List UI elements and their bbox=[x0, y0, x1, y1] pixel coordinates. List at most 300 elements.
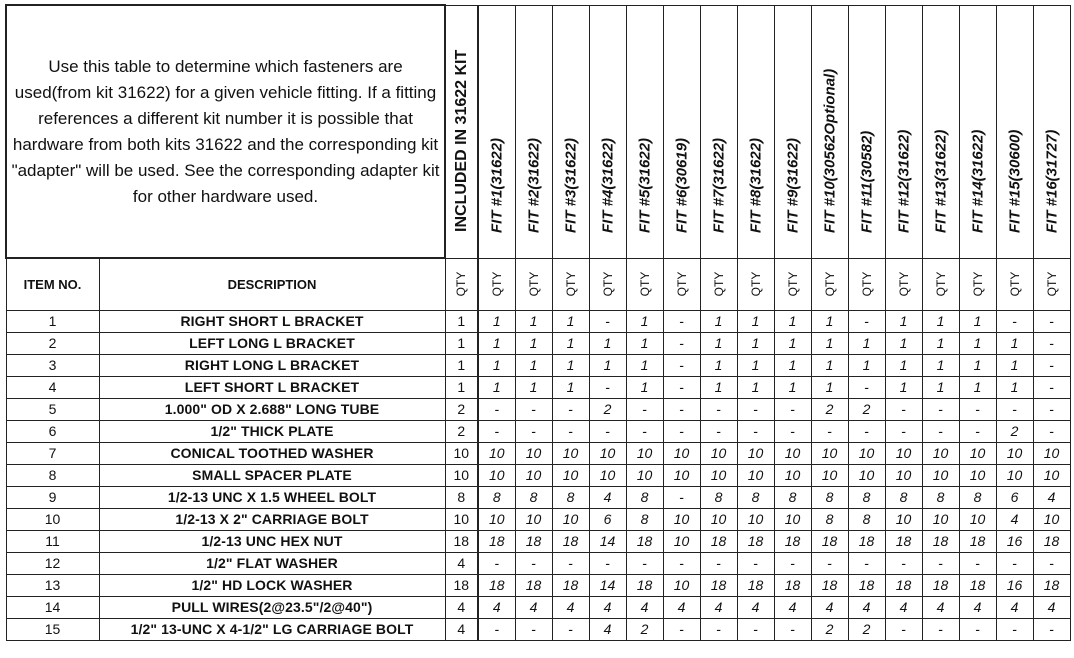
description-cell: 1/2" FLAT WASHER bbox=[99, 552, 445, 574]
fit-qty-cell: 1 bbox=[478, 332, 515, 354]
fit-qty-cell: - bbox=[626, 552, 663, 574]
fit-qty-cell: 10 bbox=[996, 464, 1033, 486]
table-row bbox=[6, 376, 1070, 398]
fit-qty-cell: 1 bbox=[959, 332, 996, 354]
item-number-cell: 13 bbox=[6, 574, 99, 596]
fit-qty-header bbox=[885, 258, 922, 310]
item-number-cell: 1 bbox=[6, 310, 99, 332]
fit-qty-cell: 14 bbox=[589, 574, 626, 596]
fit-qty-cell: - bbox=[1033, 332, 1070, 354]
fit-qty-cell: - bbox=[922, 398, 959, 420]
description-cell: LEFT SHORT L BRACKET bbox=[99, 376, 445, 398]
fit-qty-cell: - bbox=[552, 420, 589, 442]
table-row bbox=[6, 530, 1070, 552]
fit-header-text: FIT #10(30562Optional) bbox=[821, 68, 839, 233]
fit-qty-cell: - bbox=[774, 420, 811, 442]
item-number-cell: 14 bbox=[6, 596, 99, 618]
fit-header-text: FIT #12(31622) bbox=[895, 129, 913, 233]
fit-column-header bbox=[996, 5, 1033, 258]
fit-qty-cell: 18 bbox=[1033, 530, 1070, 552]
fit-qty-cell: 10 bbox=[700, 442, 737, 464]
fit-qty-cell: - bbox=[589, 376, 626, 398]
fit-qty-cell: 18 bbox=[515, 530, 552, 552]
fit-qty-cell: 4 bbox=[589, 596, 626, 618]
fit-qty-cell: 4 bbox=[552, 596, 589, 618]
item-number-cell: 8 bbox=[6, 464, 99, 486]
fit-qty-cell: 10 bbox=[515, 442, 552, 464]
fit-qty-cell: 18 bbox=[922, 574, 959, 596]
fit-qty-cell: - bbox=[700, 618, 737, 640]
table-row bbox=[6, 508, 1070, 530]
fit-qty-cell: 1 bbox=[848, 354, 885, 376]
fit-qty-cell: 1 bbox=[922, 310, 959, 332]
table-row bbox=[6, 310, 1070, 332]
fit-qty-cell: 1 bbox=[774, 310, 811, 332]
fit-qty-cell: 18 bbox=[811, 530, 848, 552]
fit-qty-cell: 1 bbox=[700, 332, 737, 354]
fit-qty-cell: 18 bbox=[811, 574, 848, 596]
fit-qty-cell: - bbox=[885, 552, 922, 574]
fit-column-header bbox=[552, 5, 589, 258]
fit-qty-cell: 10 bbox=[737, 442, 774, 464]
fit-qty-cell: - bbox=[811, 552, 848, 574]
fit-qty-cell: 1 bbox=[700, 354, 737, 376]
fit-header-text: FIT #13(31622) bbox=[932, 129, 950, 233]
fit-qty-cell: 1 bbox=[885, 376, 922, 398]
fit-qty-cell: 4 bbox=[848, 596, 885, 618]
fit-qty-header bbox=[996, 258, 1033, 310]
description-cell: 1/2-13 X 2" CARRIAGE BOLT bbox=[99, 508, 445, 530]
qty-label: QTY bbox=[526, 271, 541, 297]
table-row bbox=[6, 552, 1070, 574]
fit-qty-cell: - bbox=[589, 310, 626, 332]
fit-qty-cell: 1 bbox=[589, 332, 626, 354]
fit-qty-cell: - bbox=[737, 552, 774, 574]
fit-qty-cell: - bbox=[589, 420, 626, 442]
fit-column-header bbox=[626, 5, 663, 258]
fit-qty-cell: - bbox=[885, 398, 922, 420]
fit-qty-cell: 10 bbox=[922, 464, 959, 486]
fit-qty-cell: - bbox=[700, 420, 737, 442]
kit-qty-cell: 2 bbox=[445, 398, 478, 420]
fit-qty-cell: - bbox=[515, 552, 552, 574]
qty-label: QTY bbox=[1007, 271, 1022, 297]
fit-qty-cell: 8 bbox=[811, 486, 848, 508]
fit-qty-cell: - bbox=[737, 420, 774, 442]
fit-qty-cell: - bbox=[478, 552, 515, 574]
fit-qty-cell: - bbox=[700, 398, 737, 420]
table-body bbox=[6, 310, 1070, 640]
fit-qty-cell: 4 bbox=[478, 596, 515, 618]
fit-qty-header bbox=[626, 258, 663, 310]
fit-qty-cell: 2 bbox=[589, 398, 626, 420]
fit-qty-cell: 10 bbox=[959, 464, 996, 486]
fit-qty-cell: - bbox=[996, 398, 1033, 420]
fit-qty-cell: 8 bbox=[626, 508, 663, 530]
fit-column-header bbox=[774, 5, 811, 258]
fit-header-text: FIT #9(31622) bbox=[784, 137, 802, 233]
fit-qty-cell: - bbox=[515, 420, 552, 442]
fit-qty-cell: 1 bbox=[478, 310, 515, 332]
fit-qty-cell: 18 bbox=[626, 530, 663, 552]
fit-qty-cell: 18 bbox=[478, 530, 515, 552]
fit-qty-cell: 1 bbox=[552, 332, 589, 354]
kit-qty-cell: 1 bbox=[445, 310, 478, 332]
fit-qty-cell: 10 bbox=[589, 464, 626, 486]
fit-qty-cell: 18 bbox=[737, 530, 774, 552]
fit-qty-cell: 4 bbox=[626, 596, 663, 618]
fit-qty-cell: - bbox=[663, 618, 700, 640]
fit-qty-cell: 1 bbox=[885, 354, 922, 376]
fit-qty-cell: 10 bbox=[848, 464, 885, 486]
fit-qty-cell: 10 bbox=[1033, 442, 1070, 464]
kit-qty-cell: 2 bbox=[445, 420, 478, 442]
fit-qty-cell: 1 bbox=[552, 310, 589, 332]
fit-qty-cell: 10 bbox=[885, 442, 922, 464]
item-no-header: ITEM NO. bbox=[6, 258, 99, 310]
fit-qty-cell: 1 bbox=[774, 354, 811, 376]
fit-qty-header bbox=[737, 258, 774, 310]
kit-qty-cell: 10 bbox=[445, 442, 478, 464]
fit-column-header bbox=[959, 5, 996, 258]
fit-qty-cell: 10 bbox=[959, 508, 996, 530]
fit-qty-cell: 4 bbox=[515, 596, 552, 618]
item-number-cell: 10 bbox=[6, 508, 99, 530]
fit-qty-cell: - bbox=[959, 398, 996, 420]
fit-qty-cell: 10 bbox=[737, 464, 774, 486]
description-cell: RIGHT SHORT L BRACKET bbox=[99, 310, 445, 332]
fit-qty-cell: 1 bbox=[774, 376, 811, 398]
fit-column-header bbox=[700, 5, 737, 258]
table-row bbox=[6, 574, 1070, 596]
item-number-cell: 2 bbox=[6, 332, 99, 354]
fit-qty-cell: - bbox=[848, 310, 885, 332]
fit-qty-header bbox=[515, 258, 552, 310]
fit-qty-cell: - bbox=[700, 552, 737, 574]
fit-qty-cell: 2 bbox=[848, 618, 885, 640]
description-cell: PULL WIRES(2@23.5"/2@40") bbox=[99, 596, 445, 618]
kit-qty-cell: 1 bbox=[445, 376, 478, 398]
qty-label: QTY bbox=[859, 271, 874, 297]
fit-qty-cell: 10 bbox=[885, 508, 922, 530]
fit-qty-cell: - bbox=[478, 398, 515, 420]
fit-qty-cell: 8 bbox=[811, 508, 848, 530]
fit-column-header bbox=[589, 5, 626, 258]
fit-qty-cell: 18 bbox=[774, 574, 811, 596]
fit-qty-cell: 10 bbox=[589, 442, 626, 464]
fit-qty-cell: - bbox=[626, 420, 663, 442]
fit-qty-cell: 8 bbox=[478, 486, 515, 508]
fit-qty-cell: 10 bbox=[774, 508, 811, 530]
fit-qty-cell: - bbox=[737, 618, 774, 640]
fit-qty-cell: 1 bbox=[515, 310, 552, 332]
fit-qty-cell: 1 bbox=[737, 310, 774, 332]
fit-qty-cell: - bbox=[959, 552, 996, 574]
kit-qty-cell: 4 bbox=[445, 552, 478, 574]
fit-qty-cell: 18 bbox=[552, 574, 589, 596]
fit-qty-cell: 10 bbox=[811, 464, 848, 486]
fit-qty-cell: 1 bbox=[996, 354, 1033, 376]
table-row bbox=[6, 354, 1070, 376]
fit-qty-cell: 4 bbox=[1033, 596, 1070, 618]
fit-qty-cell: 10 bbox=[552, 508, 589, 530]
fastener-table bbox=[5, 4, 1071, 641]
fit-qty-cell: - bbox=[478, 618, 515, 640]
fit-qty-cell: - bbox=[663, 398, 700, 420]
fit-qty-cell: 1 bbox=[811, 310, 848, 332]
kit-qty-cell: 1 bbox=[445, 332, 478, 354]
fit-header-text: FIT #7(31622) bbox=[710, 137, 728, 233]
fit-qty-cell: 1 bbox=[700, 310, 737, 332]
fit-qty-cell: 4 bbox=[774, 596, 811, 618]
fit-header-text: FIT #11(30582) bbox=[858, 130, 876, 233]
fit-qty-cell: 1 bbox=[515, 376, 552, 398]
fit-qty-cell: 1 bbox=[774, 332, 811, 354]
fit-qty-cell: 1 bbox=[996, 332, 1033, 354]
fit-qty-cell: - bbox=[663, 486, 700, 508]
fit-qty-cell: 18 bbox=[885, 530, 922, 552]
fit-qty-cell: 18 bbox=[700, 574, 737, 596]
fit-qty-cell: 6 bbox=[996, 486, 1033, 508]
fit-qty-cell: 1 bbox=[552, 376, 589, 398]
fit-qty-cell: 18 bbox=[848, 574, 885, 596]
fit-qty-cell: 10 bbox=[663, 442, 700, 464]
fit-qty-cell: 4 bbox=[589, 486, 626, 508]
item-number-cell: 9 bbox=[6, 486, 99, 508]
fit-qty-cell: - bbox=[589, 552, 626, 574]
fit-qty-cell: 10 bbox=[626, 442, 663, 464]
fit-qty-cell: 10 bbox=[515, 508, 552, 530]
fit-qty-cell: 1 bbox=[515, 332, 552, 354]
fit-qty-cell: - bbox=[552, 618, 589, 640]
fit-qty-cell: 14 bbox=[589, 530, 626, 552]
kit-qty-cell: 10 bbox=[445, 508, 478, 530]
fit-qty-cell: 10 bbox=[700, 508, 737, 530]
qty-label: QTY bbox=[600, 271, 615, 297]
fit-header-text: FIT #16(31727) bbox=[1043, 129, 1061, 233]
table-row bbox=[6, 420, 1070, 442]
fit-column-header bbox=[515, 5, 552, 258]
fit-qty-cell: 10 bbox=[478, 442, 515, 464]
fit-qty-cell: - bbox=[552, 398, 589, 420]
fit-qty-header bbox=[922, 258, 959, 310]
fit-qty-cell: 10 bbox=[1033, 464, 1070, 486]
table-row bbox=[6, 464, 1070, 486]
fit-qty-cell: - bbox=[922, 618, 959, 640]
fit-qty-header bbox=[959, 258, 996, 310]
fit-qty-cell: 2 bbox=[848, 398, 885, 420]
fit-qty-cell: 10 bbox=[626, 464, 663, 486]
fit-qty-cell: - bbox=[774, 552, 811, 574]
fit-qty-cell: 8 bbox=[774, 486, 811, 508]
fit-qty-cell: 1 bbox=[737, 376, 774, 398]
fit-qty-cell: 8 bbox=[922, 486, 959, 508]
fit-qty-cell: 10 bbox=[478, 508, 515, 530]
qty-label: QTY bbox=[748, 271, 763, 297]
fit-qty-cell: 1 bbox=[811, 332, 848, 354]
fit-qty-cell: 18 bbox=[774, 530, 811, 552]
fit-qty-cell: 8 bbox=[626, 486, 663, 508]
fit-qty-cell: 1 bbox=[626, 354, 663, 376]
fit-qty-cell: 1 bbox=[811, 376, 848, 398]
fit-qty-cell: 1 bbox=[885, 310, 922, 332]
fit-qty-cell: 10 bbox=[959, 442, 996, 464]
fit-qty-cell: 1 bbox=[552, 354, 589, 376]
fit-qty-cell: 4 bbox=[811, 596, 848, 618]
table-row bbox=[6, 398, 1070, 420]
description-cell: LEFT LONG L BRACKET bbox=[99, 332, 445, 354]
fit-column-header bbox=[478, 5, 515, 258]
fit-qty-cell: 4 bbox=[663, 596, 700, 618]
fit-qty-cell: 10 bbox=[922, 508, 959, 530]
fit-qty-cell: 4 bbox=[996, 508, 1033, 530]
fit-qty-cell: 1 bbox=[959, 376, 996, 398]
fit-qty-cell: 1 bbox=[478, 376, 515, 398]
fit-qty-cell: 18 bbox=[478, 574, 515, 596]
fit-qty-cell: - bbox=[478, 420, 515, 442]
kit-qty-cell: 18 bbox=[445, 574, 478, 596]
fit-qty-cell: 1 bbox=[737, 354, 774, 376]
kit-qty-cell: 1 bbox=[445, 354, 478, 376]
fit-qty-cell: 10 bbox=[663, 508, 700, 530]
fit-header-text: FIT #2(31622) bbox=[525, 137, 543, 233]
fit-qty-cell: 18 bbox=[515, 574, 552, 596]
fit-column-header bbox=[811, 5, 848, 258]
kit-header-text: INCLUDED IN 31622 KIT bbox=[452, 49, 470, 232]
fit-qty-cell: 18 bbox=[626, 574, 663, 596]
kit-qty-cell: 10 bbox=[445, 464, 478, 486]
fit-qty-cell: 8 bbox=[959, 486, 996, 508]
item-number-cell: 6 bbox=[6, 420, 99, 442]
description-cell: SMALL SPACER PLATE bbox=[99, 464, 445, 486]
fit-qty-cell: - bbox=[737, 398, 774, 420]
fit-qty-cell: 8 bbox=[848, 486, 885, 508]
fit-qty-cell: 4 bbox=[737, 596, 774, 618]
fit-qty-cell: 1 bbox=[922, 376, 959, 398]
fit-qty-header bbox=[811, 258, 848, 310]
fit-qty-cell: - bbox=[1033, 310, 1070, 332]
fit-qty-cell: 1 bbox=[626, 332, 663, 354]
fit-qty-cell: - bbox=[1033, 552, 1070, 574]
fit-qty-cell: 2 bbox=[996, 420, 1033, 442]
item-number-cell: 4 bbox=[6, 376, 99, 398]
fit-qty-cell: 10 bbox=[737, 508, 774, 530]
fit-qty-cell: 10 bbox=[700, 464, 737, 486]
item-number-cell: 5 bbox=[6, 398, 99, 420]
fit-header-text: FIT #15(30600) bbox=[1006, 129, 1024, 233]
fit-qty-cell: 1 bbox=[478, 354, 515, 376]
description-cell: RIGHT LONG L BRACKET bbox=[99, 354, 445, 376]
fit-qty-cell: 10 bbox=[1033, 508, 1070, 530]
fit-qty-cell: 10 bbox=[922, 442, 959, 464]
fit-qty-cell: - bbox=[515, 398, 552, 420]
fit-qty-cell: - bbox=[663, 354, 700, 376]
qty-label: QTY bbox=[970, 271, 985, 297]
fit-qty-cell: - bbox=[848, 420, 885, 442]
fit-qty-cell: - bbox=[774, 398, 811, 420]
qty-label: QTY bbox=[563, 271, 578, 297]
fit-qty-header bbox=[1033, 258, 1070, 310]
fit-qty-cell: 2 bbox=[811, 398, 848, 420]
fit-qty-cell: - bbox=[774, 618, 811, 640]
description-cell: 1/2-13 UNC X 1.5 WHEEL BOLT bbox=[99, 486, 445, 508]
fit-qty-cell: 4 bbox=[1033, 486, 1070, 508]
description-cell: CONICAL TOOTHED WASHER bbox=[99, 442, 445, 464]
fit-qty-cell: 10 bbox=[552, 442, 589, 464]
fit-qty-cell: 16 bbox=[996, 530, 1033, 552]
fit-header-text: FIT #5(31622) bbox=[636, 137, 654, 233]
fit-qty-cell: 10 bbox=[663, 574, 700, 596]
fit-qty-cell: - bbox=[1033, 376, 1070, 398]
fit-qty-cell: 2 bbox=[626, 618, 663, 640]
fit-qty-cell: 1 bbox=[922, 354, 959, 376]
fit-qty-cell: 4 bbox=[996, 596, 1033, 618]
header-row-titles bbox=[6, 5, 1070, 258]
fit-qty-cell: 10 bbox=[848, 442, 885, 464]
qty-label: QTY bbox=[1044, 271, 1059, 297]
fit-column-header bbox=[848, 5, 885, 258]
fit-qty-cell: 6 bbox=[589, 508, 626, 530]
fit-qty-cell: - bbox=[996, 552, 1033, 574]
fit-qty-cell: - bbox=[996, 310, 1033, 332]
fit-qty-cell: - bbox=[663, 376, 700, 398]
fit-qty-cell: 10 bbox=[774, 464, 811, 486]
qty-label: QTY bbox=[711, 271, 726, 297]
table-row bbox=[6, 332, 1070, 354]
fit-qty-cell: 10 bbox=[552, 464, 589, 486]
fit-qty-cell: 10 bbox=[774, 442, 811, 464]
header-row-columns bbox=[6, 258, 1070, 310]
qty-label: QTY bbox=[822, 271, 837, 297]
kit-qty-cell: 18 bbox=[445, 530, 478, 552]
fit-qty-cell: 8 bbox=[700, 486, 737, 508]
fit-qty-cell: 2 bbox=[811, 618, 848, 640]
fit-qty-cell: 4 bbox=[589, 618, 626, 640]
item-number-cell: 15 bbox=[6, 618, 99, 640]
item-number-cell: 3 bbox=[6, 354, 99, 376]
kit-qty-cell: 8 bbox=[445, 486, 478, 508]
fit-qty-cell: 16 bbox=[996, 574, 1033, 596]
fit-qty-header bbox=[478, 258, 515, 310]
intro-text: Use this table to determine which fasteners are used(from kit 31622) for a given vehicle fitting. If a fitting references a different kit number it is possible that hardware from both kits 31622 and the corresponding kit "adapter" will be used. See the corresponding adapter kit for other hardware used. bbox=[6, 5, 445, 258]
qty-label: QTY bbox=[896, 271, 911, 297]
fit-qty-cell: - bbox=[885, 420, 922, 442]
item-number-cell: 7 bbox=[6, 442, 99, 464]
fit-qty-header bbox=[589, 258, 626, 310]
fit-header-text: FIT #4(31622) bbox=[599, 137, 617, 233]
fit-qty-cell: 18 bbox=[848, 530, 885, 552]
kit-qty-header bbox=[445, 258, 478, 310]
fit-qty-cell: 1 bbox=[626, 376, 663, 398]
fit-qty-cell: 8 bbox=[885, 486, 922, 508]
fit-qty-cell: - bbox=[663, 420, 700, 442]
fit-qty-cell: - bbox=[626, 398, 663, 420]
fit-header-text: FIT #8(31622) bbox=[747, 137, 765, 233]
fit-qty-cell: - bbox=[552, 552, 589, 574]
fit-qty-cell: - bbox=[922, 420, 959, 442]
fit-qty-header bbox=[774, 258, 811, 310]
fit-qty-cell: 4 bbox=[959, 596, 996, 618]
fit-qty-cell: 1 bbox=[589, 354, 626, 376]
fit-qty-cell: 18 bbox=[737, 574, 774, 596]
fit-qty-cell: - bbox=[1033, 420, 1070, 442]
fit-column-header bbox=[922, 5, 959, 258]
fit-qty-header bbox=[700, 258, 737, 310]
description-cell: 1/2" 13-UNC X 4-1/2" LG CARRIAGE BOLT bbox=[99, 618, 445, 640]
fit-column-header bbox=[885, 5, 922, 258]
fit-qty-cell: 1 bbox=[959, 310, 996, 332]
fit-qty-cell: 1 bbox=[959, 354, 996, 376]
